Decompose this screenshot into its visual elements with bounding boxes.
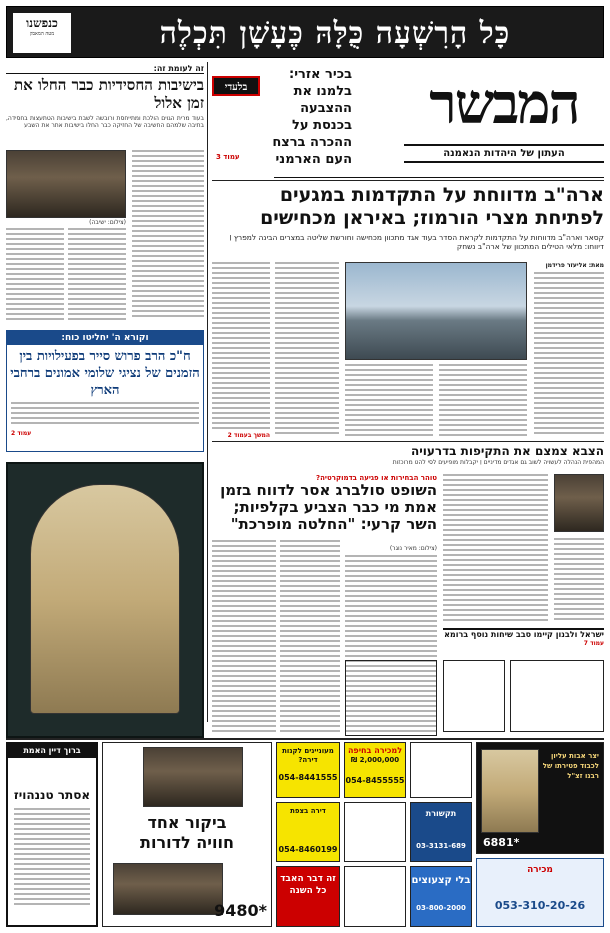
real-estate-ad[interactable] [476,858,604,927]
main-body-column [275,262,339,440]
yellow-ad-title: דירה בצפת [290,807,326,815]
teaser-page-ref: עמוד 3 [216,153,240,161]
army-headline: הצבא צמצם את התקיפות בדרעויה [411,444,604,458]
army-deck: המהפית הנהלה לעשויה לשוב גם אגדים מדיניים ׀ יקבלות מופיעים לסי להט מרוכזות [392,459,604,466]
section-rule [6,738,604,740]
cellular-phone: 03-800-2000 [416,904,466,912]
classified-ad[interactable] [443,660,505,732]
yellow-ad-phone: 054-8455555 [345,776,405,785]
main-body-column [439,364,527,440]
yellow-ad-phone: 054-8460199 [278,845,338,854]
masthead [404,64,604,174]
classified-ad[interactable] [344,866,406,927]
visit-subtitle: חוויה לדורות [140,833,234,852]
main-story[interactable] [212,184,604,251]
top-banner [6,6,604,58]
hadar-text: זה דבר האבד כל השנה [280,874,336,896]
article-kicker: זה לעומת זה: [6,64,204,74]
brief-page-ref: עמוד 7 [583,640,604,647]
blue-box-headline: ח"כ הרב פרוש סייר בפעילויות בין הזמנים של נציגי שלומי אמונים ברחבי הארץ [10,349,200,398]
gold-phone: *6881 [483,836,520,849]
yellow-ad[interactable] [344,742,406,798]
blue-box-title: וקורא ה' יחליטו כוח: [7,331,203,345]
judge-story[interactable] [212,474,437,533]
mourning-name: אסתר טננהויז [13,788,91,802]
visit-title: ביקור אחד [147,813,227,832]
yeshivot-article[interactable] [6,64,204,129]
main-byline: מאת: אליעזר פרידמן [545,262,604,269]
visit-phone: *9480 [214,901,267,920]
blue-ad-title: תקשורת [425,809,457,818]
yellow-ad-phone: 054-8441555 [278,773,338,782]
banner-slogan: כָּל הָרִשְׁעָה כֻּלָּהּ כֶּעָשָׁן תִּכְלֶה [159,15,511,51]
newspaper-tagline: העתון של היהדות הנאמנה [404,144,604,163]
main-body-column [534,272,604,437]
photo-credit: (צילום: ישיבה) [89,219,126,226]
army-story[interactable] [212,444,604,467]
section-rule [212,441,604,442]
blue-ad[interactable] [410,802,472,862]
train-image [113,863,223,915]
campaign-stamp [13,13,71,53]
rabbi-body [443,474,548,624]
heritage-tour-ad[interactable] [102,742,272,927]
main-body-column [212,262,270,430]
column-rule [207,62,208,722]
teaser-headline: בכיר אזרי: בלמנו את ההצבעה בכנסת על ההכרה ברצח העם הארמני [272,67,352,167]
rav-text: יצר אבות עליון לכבוד פטירתו של רבנו זצ"ל [542,752,599,780]
rabbi-article[interactable] [443,474,604,624]
article-headline: בישיבות החסידיות כבר החלו את זמן אלול [14,76,204,112]
article-intro: בעוד מרית הגוים הולכת ומתייחסת ורובשה לשבת בישיבות הטתעצות בחסידה, בתיבה שלמהם החשיבה של החזיקה כבר החלו בישיבות אתר את השבע [6,115,204,129]
blue-feature-box[interactable] [6,330,204,452]
stamp-sub: מטה המאבק [29,31,55,37]
classified-ad[interactable] [510,660,604,732]
yellow-ad-price: 2,000,000 ₪ [350,756,400,764]
yeshiva-photo [6,150,126,218]
article-body-column [132,150,204,320]
judge-body-column [212,540,276,736]
hadar-ad[interactable] [276,866,340,927]
continued-ref: המשך בעמוד 2 [227,432,270,439]
cellular-title: בלי קצעוצים [411,875,471,886]
scroll-image [30,484,180,714]
front-teaser[interactable] [212,66,352,167]
blue-ad-phone: 03-3131-689 [416,842,466,850]
main-headline: ארה"ב מדווחת על התקדמות במגעים לפתיחת מצרי הורמוז; באיראן מכחישים [260,184,604,229]
house-title: מכירה [527,865,553,875]
house-phone: 053-310-20-26 [494,899,586,912]
certificate-ad[interactable] [6,462,204,738]
mourning-notice-ad[interactable] [6,742,98,927]
article-body-column [68,228,126,326]
mourning-body [14,808,90,918]
judge-body-column [280,540,340,736]
blue-box-page-ref: עמוד 2 [11,430,32,437]
rav-portrait [481,749,539,833]
yellow-ad-title: מעוניינים לקנות דירה? [282,747,334,764]
cellular-ad[interactable] [410,866,472,927]
rabbi-portrait [554,474,604,532]
classified-ad[interactable] [345,660,437,736]
newspaper-logo: המבשר [429,71,579,137]
rabbi-photo [143,747,243,807]
judge-kicker: טוהר הבחירות או פגיעה בדמוקרטיה? [316,474,437,482]
rav-memorial-ad[interactable] [476,742,604,854]
refinery-photo [345,262,527,360]
stamp-title: כנפשנו [26,16,58,30]
main-body-column [345,364,433,440]
mourning-header: ברוך דיין האמת [8,744,96,758]
judge-headline: השופט סולברג אסר לדווח בזמן אמת מי כבר הצביע בקלפיות; השר קרעי: "החלטה מופרכת" [220,481,437,533]
yellow-ad-title: למכירה בחיפה [347,746,403,755]
lebanon-brief[interactable] [443,628,604,650]
classified-ad[interactable] [410,742,472,798]
rabbi-body [554,538,604,624]
yellow-ad[interactable] [276,742,340,798]
brief-headline: ישראל ולבנון קיימו סבב שיחות נוסף ברומא [444,630,604,639]
main-deck: קסאר וארה"ב מדווחות על התקדמות לקראת הסדר בעוד אגד מתכוון מכחישה וחורשת שליטה במצרים הבינה למפרץ ׀ דיווחו: מלאי הטילים המתכוון של ארה"ב נשחק [229,233,604,251]
classified-ad[interactable] [344,802,406,862]
photo-credit: (צילום: מאיר נוגר) [389,545,437,552]
yellow-ad[interactable] [276,802,340,862]
exclusive-badge: בלעדי [212,76,260,96]
article-body-column [6,228,64,326]
section-rule [212,180,604,181]
blue-box-body [11,402,199,428]
